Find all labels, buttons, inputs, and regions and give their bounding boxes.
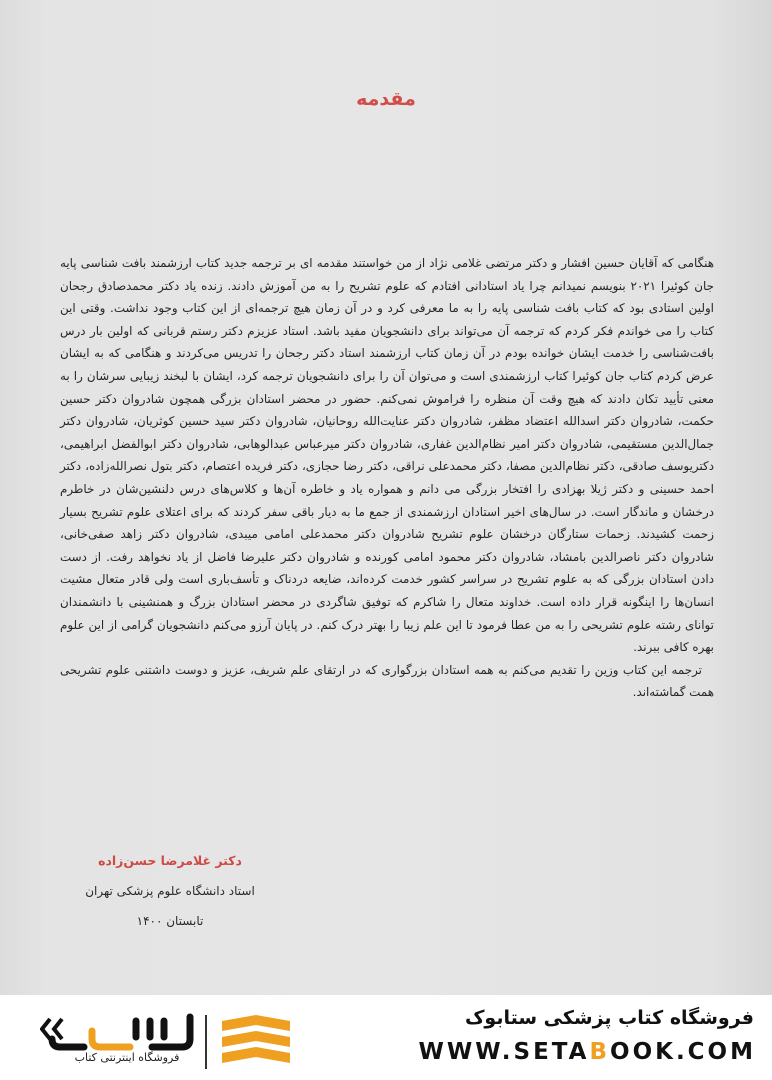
store-url[interactable]: [419, 1039, 756, 1065]
url-part-b: B: [589, 1039, 611, 1065]
author-title: استاد دانشگاه علوم پزشکی تهران: [85, 884, 255, 898]
url-part-www: WWW.: [418, 1039, 514, 1065]
store-name: فروشگاه کتاب پزشکی ستابوک: [464, 1007, 754, 1029]
signature-block: [70, 846, 270, 936]
preface-paragraph-1: هنگامی که آقایان حسین افشار و دکتر مرتضی غلامی نژاد از من خواستند مقدمه ای بر ترجمه جدید کتاب ارزشمند بافت شناسی پایه جان کوئیرا ۲۰۲۱ بنویسم نمیدانم چرا یاد استادانی افتادم که علوم تشریح را به من آموزش دادند. زنده یاد دکتر محمدصادق رجحان اولین استادی بود که کتاب بافت شناسی پایه را به ما معرفی کرد و در آن زمان هیچ ترجمه‌ای از این کتاب وجود نداشت. وقتی این کتاب را می خواندم فکر کردم که ترجمه آن می‌تواند برای دانشجویان مفید باشد. استاد عزیزم دکتر رستم قربانی که اولین بار درس بافت‌شناسی را خدمت ایشان خوانده بودم در آن زمان کتاب ارزشمند استاد دکتر رجحان را تدریس می‌کردند و هنگامی که به ایشان عرض کردم کتاب جان کوئیرا کتاب ارزشمندی است و می‌توان آن را برای دانشجویان ترجمه کرد، ایشان با لبخند زیبایی سرشان را به معنی تأیید تکان دادند که هیچ وقت آن منظره را فراموش نمی‌کنم. حضور در محضر استادان بزرگی همچون شادروان دکتر حسین حکمت، شادروان دکتر اسدالله اعتضاد مظفر، شادروان دکتر عنایت‌الله روحانیان، شادروان دکتر سید حسین کوثریان، شادروان دکتر جمال‌الدین مستقیمی، شادروان دکتر امیر نظام‌الدین غفاری، شادروان دکتر میرعباس عبدالوهابی، شادروان دکتر ابوالفضل ابراهیمی، دکتریوسف صادقی، دکتر نظام‌الدین مصفا، دکتر محمدعلی نراقی، دکتر رضا حجازی، دکتر فریده اعتصام، دکتر بتول نصرالله‌زاده، دکتر احمد حسینی و دکتر ژیلا بهزادی را افتخار بزرگی می دانم و همواره یاد و خاطره آن‌ها و کلاس‌های درس دلنشین‌شان در خاطرم درخشان و ماندگار است. در سال‌های اخیر استادان ارزشمندی از جمع ما به دیار باقی سفر کردند که برای اعتلای علوم تشریح بسیار زحمت کشیدند. زحمات ستارگان درخشان علوم تشریح شادروان دکتر محمدعلی امامی میبدی، شادروان دکتر زاهد صفی‌خانی، شادروان دکتر ناصرالدین بامشاد، شادروان دکتر محمود امامی کورنده و شادروان دکتر علیرضا فاضل از یاد نخواهد رفت. از دست دادن استادان بزرگی که به علوم تشریح در سراسر کشور خدمت کرده‌اند، ضایعه دردناک و تأسف‌باری است ولی قادر متعال مشیت انسان‌ها را اینگونه قرار داده است. خداوند متعال را شاکرم که توفیق شاگردی در محضر استادان بزرگ و همنشینی با دانشمندان توانای رشته علوم تشریحی را به من عطا فرمود تا این علم زیبا را بهتر درک کنم. در پایان آرزو می‌کنم دانشجویان گرامی از این علوم بهره کافی ببرند.: [60, 256, 714, 655]
preface-paragraph-2: ترجمه این کتاب وزین را تقدیم می‌کنم به همه استادان بزرگواری که در ارتقای علم شریف، عزیز و دوست داشتنی علوم تشریحی همت گماشته‌اند.: [60, 662, 714, 700]
url-part-seta: SETA: [513, 1039, 590, 1065]
signature-date: تابستان ۱۴۰۰: [136, 914, 204, 928]
logo-divider: [205, 1015, 207, 1069]
store-footer: [0, 995, 772, 1080]
book-logo-icon: [218, 1013, 294, 1071]
setabook-wordmark-icon: [40, 1009, 200, 1053]
preface-body: [60, 252, 714, 704]
author-name: دکتر غلامرضا حسن‌زاده: [98, 853, 242, 868]
logo-subtitle: فروشگاه اینترنتی کتاب: [74, 1051, 180, 1064]
url-part-ook: OOK.COM: [610, 1039, 756, 1065]
page-title: مقدمه: [356, 88, 416, 110]
